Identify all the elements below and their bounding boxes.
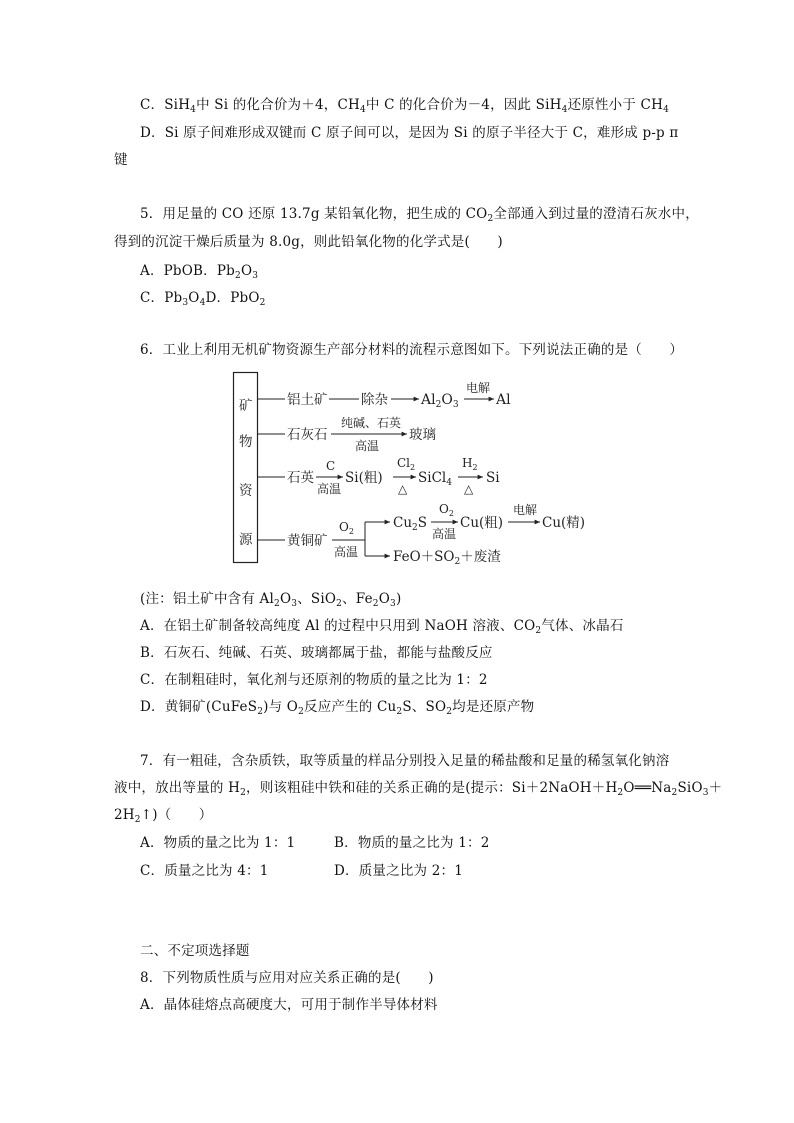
- row4-a-top: $O_2$: [339, 520, 354, 536]
- box-label-char: 物: [239, 434, 253, 450]
- q4-option-d-line1: D．Si 原子间难形成双键而 C 原子间可以，是因为 Si 的原子半径大于 C，难形成 p-p π: [140, 125, 679, 141]
- q4-option-c: C．SiH$_4$中 Si 的化合价为＋4，$CH_4$中 C 的化合价为－4，因此 SiH$_4$还原性小于 $CH_4$: [140, 97, 669, 115]
- row1-step: 除杂: [361, 392, 388, 408]
- row2-arrow-top: 纯碱、石英: [341, 416, 402, 430]
- row4-cu2s: $Cu_2S$: [393, 515, 428, 533]
- row3-a2-top: $Cl_2$: [397, 456, 416, 472]
- q7-option-b: B．物质的量之比为 1：2: [334, 835, 490, 851]
- row1-electrolysis-label: 电解: [466, 381, 491, 395]
- row4-a2-top: $O_2$: [439, 502, 454, 518]
- row4-refined-cu: Cu(精): [542, 515, 586, 531]
- row3-a1-top: C: [326, 459, 336, 473]
- row2-ore: 石灰石: [287, 427, 328, 443]
- row3-sicl4: SiCl$_4$: [418, 470, 452, 488]
- q6-option-d: D．黄铜矿(CuFeS$_2$)与 $O_2$反应产生的 $Cu_2S$、$SO_2$均是还原产物: [140, 699, 535, 717]
- q4-option-d-line2: 键: [114, 152, 128, 168]
- row1-alumina: $Al_2O_3$: [421, 392, 459, 410]
- row3-ore: 石英: [287, 470, 314, 486]
- box-label-char: 矿: [239, 398, 253, 414]
- row3-product: Si: [486, 470, 500, 486]
- q6-option-b: B．石灰石、纯碱、石英、玻璃都属于盐，都能与盐酸反应: [140, 645, 493, 661]
- row1-ore: 铝土矿: [287, 392, 328, 408]
- q8-stem: 8．下列物质性质与应用对应关系正确的是( ): [140, 970, 434, 986]
- row3-a1-bottom: 高温: [317, 482, 342, 496]
- row4-a2-bottom: 高温: [432, 527, 457, 541]
- row3-a3-top: $H_2$: [462, 456, 478, 472]
- q7-stem-line3: $2H_2↑$)（ ）: [114, 807, 213, 825]
- row4-a-bottom: 高温: [334, 545, 359, 559]
- q7-option-d: D．质量之比为 2：1: [334, 863, 463, 879]
- row3-a2-bottom: △: [398, 482, 408, 496]
- row4-crude-cu: Cu(粗): [460, 515, 504, 531]
- mineral-resource-box: [234, 373, 258, 563]
- q7-stem-line1: 7．有一粗硅，含杂质铁，取等质量的样品分别投入足量的稀盐酸和足量的稀氢氧化钠溶: [140, 753, 670, 769]
- box-label-char: 源: [239, 532, 253, 548]
- row2-product: 玻璃: [409, 427, 436, 443]
- q5-stem-line2: 得到的沉淀干燥后质量为 8.0g，则此铅氧化物的化学式是( ): [114, 234, 503, 250]
- row3-a3-bottom: △: [464, 482, 474, 496]
- q8-option-a: A．晶体硅熔点高硬度大，可用于制作半导体材料: [140, 997, 438, 1013]
- section-title: 二、不定项选择题: [140, 943, 250, 959]
- box-label-char: 资: [239, 483, 253, 499]
- row2-arrow-bottom: 高温: [355, 439, 380, 453]
- q6-option-a: A．在铝土矿制备较高纯度 Al 的过程中只用到 NaOH 溶液、$CO_2$气体、冰晶石: [140, 618, 624, 636]
- q5-stem-line1: 5．用足量的 CO 还原 13.7g 某铅氧化物，把生成的 $CO_2$全部通入到过量的澄清石灰水中，: [140, 206, 699, 224]
- row1-product: Al: [496, 392, 511, 408]
- q7-option-a: A．物质的量之比为 1：1: [140, 835, 296, 851]
- q6-option-c: C．在制粗硅时，氧化剂与还原剂的物质的量之比为 1：2: [140, 672, 488, 688]
- row4-byproducts: $FeO+SO_2+$废渣: [393, 549, 501, 567]
- q7-option-c: C．质量之比为 4：1: [140, 863, 269, 879]
- q6-stem: 6．工业上利用无机矿物资源生产部分材料的流程示意图如下。下列说法正确的是（ ）: [140, 342, 684, 358]
- q5-options-cd: C．$Pb_3O_4D$．PbO$_2$: [140, 290, 266, 308]
- row4-ore: 黄铜矿: [287, 533, 328, 549]
- row3-crude-si: Si(粗): [345, 470, 383, 486]
- q5-options-ab: A．PbOB．$Pb_2O_3$: [140, 263, 259, 281]
- q7-stem-line2: 液中，放出等量的 $H_2$，则该粗硅中铁和硅的关系正确的是(提示：$Si+2NaOH+H_2O══Na_2SiO_3+$: [114, 780, 723, 798]
- row4-a3-top: 电解: [513, 503, 538, 517]
- q6-note: (注：铝土矿中含有 $Al_2O_3$、SiO$_2$、$Fe_2O_3$): [140, 591, 402, 609]
